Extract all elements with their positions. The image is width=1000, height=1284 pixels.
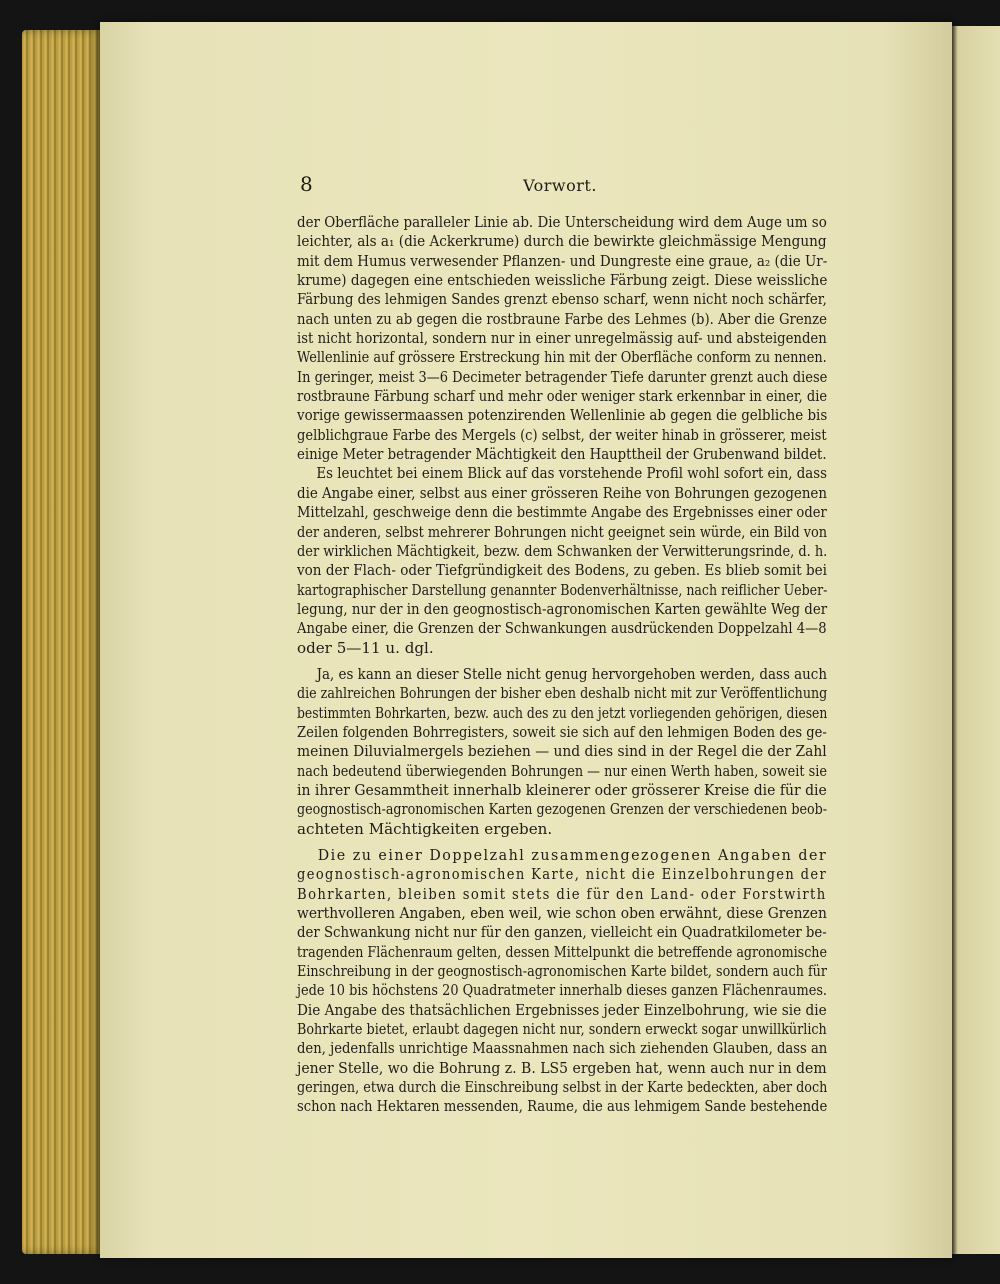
text-line: Bohrkarten, bleiben somit stets die für den Land- oder Forstwirth [297,884,827,903]
text-line: rostbraune Färbung scharf und mehr oder weniger stark erkennbar in einer, die [297,387,828,406]
text-line: Angabe einer, die Grenzen der Schwankungen ausdrückenden Doppelzahl 4—8 [297,619,827,638]
text-line: Färbung des lehmigen Sandes grenzt ebenso scharf, wenn nicht noch schärfer, [297,290,827,309]
text-line: kartographischer Darstellung genannter Bodenverhältnisse, nach reiflicher Ueber- [297,580,828,599]
text-line: jede 10 bis höchstens 20 Quadratmeter innerhalb dieses ganzen Flächenraumes. [297,981,828,1000]
text-line: in ihrer Gesammtheit innerhalb kleinerer oder grösserer Kreise die für die [297,780,827,799]
page-header [300,172,820,202]
paragraph-gap [297,658,827,665]
text-line: Die zu einer Doppelzahl zusammengezogenen Angaben der [317,846,828,864]
text-line: ist nicht horizontal, sondern nur in einer unregelmässig auf- und absteigenden [297,329,827,348]
text-line: die zahlreichen Bohrungen der bisher eben deshalb nicht mit zur Veröffentlichung [297,684,828,703]
text-line: geognostisch-agronomischen Karten gezogenen Grenzen der verschiedenen beob- [297,800,828,819]
text-line: nach bedeutend überwiegenden Bohrungen — nur einen Werth haben, soweit sie [297,761,827,780]
text-line: Wellenlinie auf grössere Erstreckung hin mit der Oberfläche conform zu nennen. [297,348,827,367]
text-line: einige Meter betragender Mächtigkeit den Haupttheil der Grubenwand bildet. [297,445,827,464]
body-text [297,213,827,1117]
running-title: Vorwort. [523,176,597,195]
text-line: meinen Diluvialmergels beziehen — und dies sind in der Regel die der Zahl [297,742,827,761]
text-line: Die Angabe des thatsächlichen Ergebnisses jeder Einzelbohrung, wie sie die [297,1000,827,1019]
text-line: In geringer, meist 3—6 Decimeter betragender Tiefe darunter grenzt auch diese [297,367,828,386]
text-line: der Oberfläche paralleler Linie ab. Die Unterscheidung wird dem Auge um so [297,213,827,231]
text-line: krume) dagegen eine entschieden weissliche Färbung zeigt. Diese weissliche [297,271,828,290]
text-line: Mittelzahl, geschweige denn die bestimmte Angabe des Ergebnisses einer oder [297,503,827,522]
text-line: der wirklichen Mächtigkeit, bezw. dem Schwanken der Verwitterungsrinde, d. h. [297,541,828,560]
text-line: leichter, als a₁ (die Ackerkrume) durch die bewirkte gleichmässige Mengung [297,232,827,251]
text-line: werthvolleren Angaben, eben weil, wie schon oben erwähnt, diese Grenzen [297,904,827,923]
text-line: von der Flach- oder Tiefgründigkeit des Bodens, zu geben. Es blieb somit bei [297,561,827,580]
paragraph-gap [297,839,827,846]
text-line: Es leuchtet bei einem Blick auf das vorstehende Profil wohl sofort ein, dass [316,464,827,483]
text-line: jener Stelle, wo die Bohrung z. B. LS5 ergeben hat, wenn auch nur in dem [297,1058,827,1077]
text-line: geringen, etwa durch die Einschreibung selbst in der Karte bedeckten, aber doch [297,1078,828,1097]
text-line: schon nach Hektaren messenden, Raume, die aus lehmigem Sande bestehende [297,1097,828,1116]
text-line: Zeilen folgenden Bohrregisters, soweit sie sich auf den lehmigen Boden des ge- [297,722,827,741]
page-number: 8 [300,172,313,196]
text-line: den, jedenfalls unrichtige Maassnahmen nach sich ziehenden Glauben, dass an [297,1039,828,1058]
text-line: Bohrkarte bietet, erlaubt dagegen nicht nur, sondern erweckt sogar unwillkürlich [297,1020,827,1039]
text-line: Ja, es kann an dieser Stelle nicht genug hervorgehoben werden, dass auch [316,664,827,683]
text-line: die Angabe einer, selbst aus einer grösseren Reihe von Bohrungen gezogenen [297,483,827,502]
text-line: der Schwankung nicht nur für den ganzen, vielleicht ein Quadratkilometer be- [297,923,827,942]
text-line: oder 5—11 u. dgl. [297,638,434,657]
text-line: der anderen, selbst mehrerer Bohrungen nicht geeignet sein würde, ein Bild von [297,522,828,541]
text-line: vorige gewissermaassen potenzirenden Wellenlinie ab gegen die gelbliche bis [297,406,828,425]
text-line: Einschreibung in der geognostisch-agronomischen Karte bildet, sondern auch für [297,962,828,981]
text-line: nach unten zu ab gegen die rostbraune Farbe des Lehmes (b). Aber die Grenze [297,309,827,328]
text-line: gelblichgraue Farbe des Mergels (c) selbst, der weiter hinab in grösserer, meist [297,425,827,444]
text-line: legung, nur der in den geognostisch-agronomischen Karten gewählte Weg der [297,599,828,618]
facing-page-edge [952,26,1000,1254]
text-line: mit dem Humus verwesender Pflanzen- und Dungreste eine graue, a₂ (die Ur- [297,251,828,270]
text-line: tragenden Flächenraum gelten, dessen Mittelpunkt die betreffende agronomische [297,942,828,961]
text-line: geognostisch-agronomischen Karte, nicht die Einzelbohrungen der [297,865,828,884]
text-line: bestimmten Bohrkarten, bezw. auch des zu den jetzt vorliegenden gehörigen, diesen [297,703,828,722]
text-line: achteten Mächtigkeiten ergeben. [297,819,553,838]
book-page-edges [22,30,102,1254]
